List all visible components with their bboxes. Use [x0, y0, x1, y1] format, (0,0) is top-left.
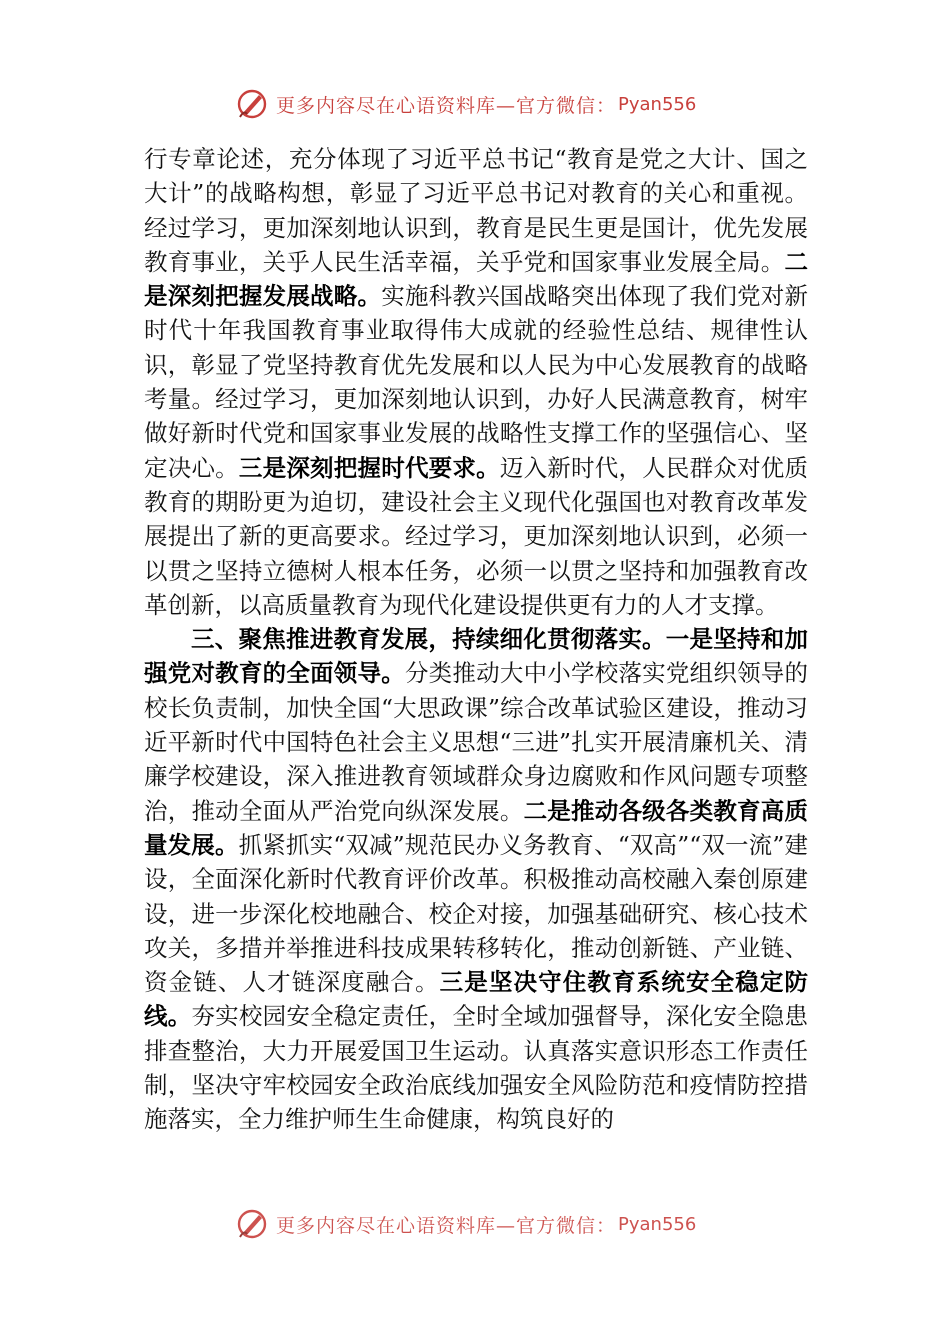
bold-heading-run: 三是深刻把握时代要求。: [238, 453, 500, 482]
text-run: 夯实校园安全稳定责任，全时全域加强督导，深化安全隐患排查整治，大力开展爱国卫生运动。认真落实意识形态工作责任制，坚决守牢校园安全政治底线加强安全风险防范和疫情防控措施落实，全力维护师生生命健康，构筑良好的: [144, 1002, 809, 1134]
watermark-header: [234, 84, 754, 124]
text-run: 抓紧抓实“双减”规范民办义务教育、“双高”“双一流”建设，全面深化新时代教育评价改革。积极推动高校融入秦创原建设，进一步深化校地融合、校企对接，加强基础研究、核心技术攻关，多措并举推进科技成果转移转化，推动创新链、产业链、资金链、人才链深度融合。: [144, 830, 808, 997]
bold-heading-run: 三、聚焦推进教育发展，持续细化贯彻落实。一是坚持和加强党对教育的全面领导。: [144, 625, 808, 688]
paragraph: [144, 142, 808, 622]
bold-heading-run: 二是深刻把握发展战略。: [144, 247, 808, 311]
text-run: 迈入新时代，人民群众对优质教育的期盼更为迫切，建设社会主义现代化强国也对教育改革发展提出了新的更高要求。经过学习，更加深刻地认识到，必须一以贯之坚持立德树人根本任务，必须一以贯之坚持和加强教育改革创新，以高质量教育为现代化建设提供更有力的人才支撑。: [144, 453, 809, 619]
bold-heading-run: 三是坚决守住教育系统安全稳定防线。: [144, 968, 809, 1031]
bold-heading-run: 二是推动各级各类教育高质量发展。: [144, 796, 809, 859]
text-run: 行专章论述，充分体现了习近平总书记“教育是党之大计、国之大计”的战略构想，彰显了习近平总书记对教育的关心和重视。经过学习，更加深刻地认识到，教育是民生更是国计，优先发展教育事业，关乎人民生活幸福，关乎党和国家事业发展全局。: [144, 145, 808, 276]
text-run: 分类推动大中小学校落实党组织领导的校长负责制，加快全国“大思政课”综合改革试验区建设，推动习近平新时代中国特色社会主义思想“三进”扎实开展清廉机关、清廉学校建设，深入推进教育领域群众身边腐败和作风问题专项整治，推动全面从严治党向纵深发展。: [144, 659, 809, 825]
pen-logo-icon: [234, 86, 270, 122]
watermark-handle: Pyan556: [618, 93, 697, 115]
watermark-text: 更多内容尽在心语资料库—官方微信：: [276, 1214, 617, 1237]
paragraph: [144, 622, 808, 1136]
body-text: [144, 142, 808, 1137]
pen-logo-icon: [234, 1206, 270, 1242]
watermark-text: 更多内容尽在心语资料库—官方微信：: [276, 94, 617, 117]
text-run: 实施科教兴国战略突出体现了我们党对新时代十年我国教育事业取得伟大成就的经验性总结、规律性认识，彰显了党坚持教育优先发展和以人民为中心发展教育的战略考量。经过学习，更加深刻地认识到，办好人民满意教育，树牢做好新时代党和国家事业发展的战略性支撑工作的坚强信心、坚定决心。: [144, 282, 809, 482]
watermark-footer: [234, 1204, 754, 1244]
watermark-handle: Pyan556: [618, 1213, 697, 1235]
